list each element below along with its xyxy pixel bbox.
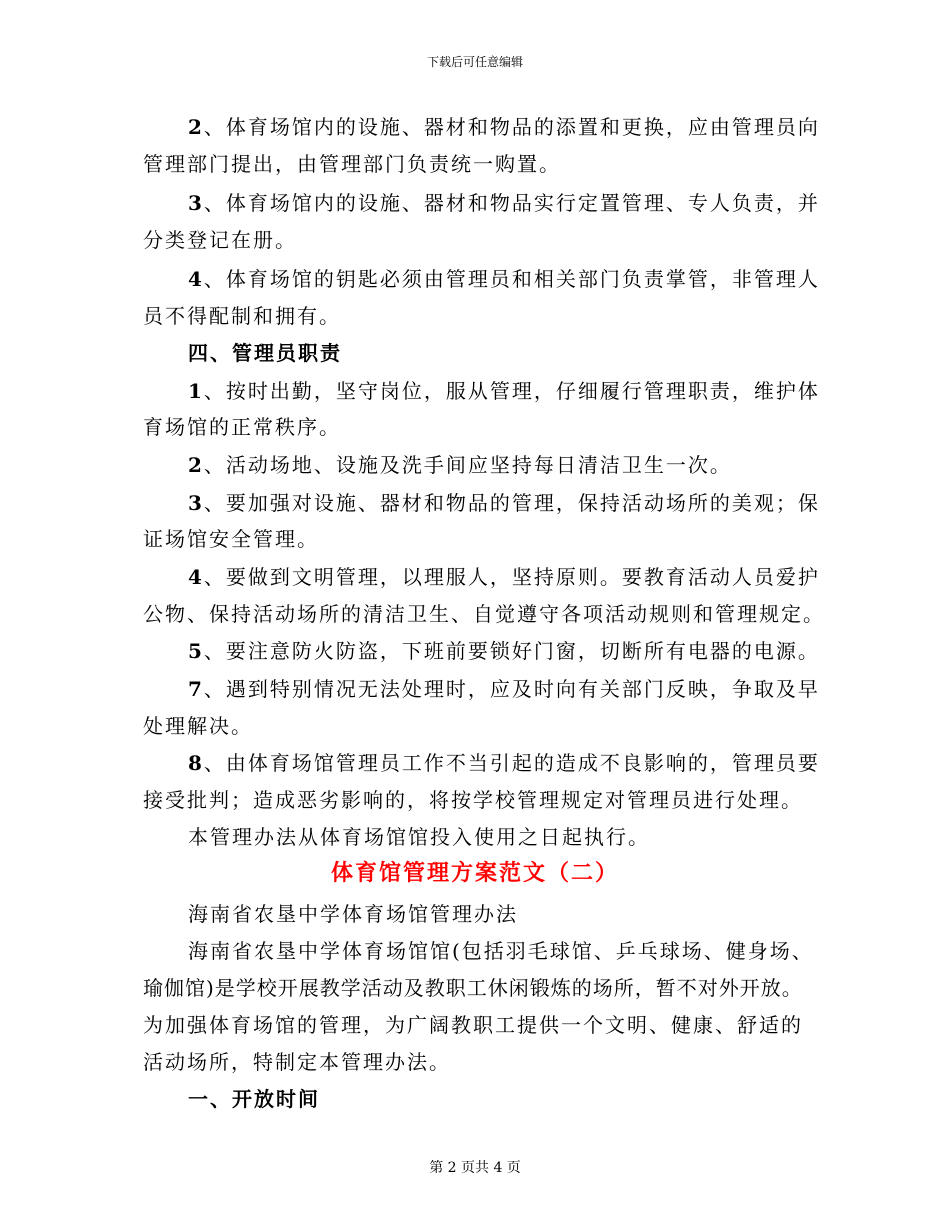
paragraph-line: 2、体育场馆内的设施、器材和物品的添置和更换，应由管理员向 (188, 115, 820, 139)
page-number: 第 2 页共 4 页 (429, 1160, 521, 1176)
section-heading: 四、管理员职责 (188, 341, 342, 365)
paragraph-line: 瑜伽馆)是学校开展教学活动及教职工休闲锻炼的场所，暂不对外开放。 (143, 976, 803, 1000)
paragraph-line: 为加强体育场馆的管理，为广阔教职工提供一个文明、健康、舒适的 (143, 1013, 803, 1037)
paragraph-line: 证场馆安全管理。 (143, 527, 319, 551)
paragraph-line: 5、要注意防火防盗，下班前要锁好门窗，切断所有电器的电源。 (188, 639, 820, 663)
paragraph-line: 本管理办法从体育场馆馆投入使用之日起执行。 (188, 825, 650, 849)
paragraph-line: 育场馆的正常秩序。 (143, 415, 341, 439)
paragraph-line: 1、按时出勤，坚守岗位，服从管理，仔细履行管理职责，维护体 (188, 379, 820, 403)
paragraph-line: 公物、保持活动场所的清洁卫生、自觉遵守各项活动规则和管理规定。 (143, 602, 825, 626)
paragraph-line: 活动场所，特制定本管理办法。 (143, 1050, 451, 1074)
paragraph-line: 2、活动场地、设施及洗手间应坚持每日清洁卫生一次。 (188, 453, 732, 477)
section-title: 体育馆管理方案范文（二） (330, 860, 619, 886)
paragraph-line: 3、体育场馆内的设施、器材和物品实行定置管理、专人负责，并 (188, 191, 820, 215)
paragraph-line: 管理部门提出，由管理部门负责统一购置。 (143, 152, 561, 176)
paragraph-line: 处理解决。 (143, 714, 253, 738)
paragraph-line: 员不得配制和拥有。 (143, 304, 341, 328)
paragraph-line: 海南省农垦中学体育场馆馆(包括羽毛球馆、乒乓球场、健身场、 (188, 939, 814, 963)
paragraph-line: 接受批判；造成恶劣影响的，将按学校管理规定对管理员进行处理。 (143, 788, 803, 812)
header-note: 下载后可任意编辑 (426, 55, 523, 69)
paragraph-line: 海南省农垦中学体育场馆管理办法 (188, 902, 518, 926)
paragraph-line: 8、由体育场馆管理员工作不当引起的造成不良影响的，管理员要 (188, 751, 820, 775)
paragraph-line: 7、遇到特别情况无法处理时，应及时向有关部门反映，争取及早 (188, 677, 820, 701)
paragraph-line: 分类登记在册。 (143, 228, 297, 252)
paragraph-line: 4、要做到文明管理，以理服人，坚持原则。要教育活动人员爱护 (188, 565, 820, 589)
section-heading: 一、开放时间 (188, 1087, 320, 1111)
paragraph-line: 4、体育场馆的钥匙必须由管理员和相关部门负责掌管，非管理人 (188, 267, 820, 291)
paragraph-line: 3、要加强对设施、器材和物品的管理，保持活动场所的美观；保 (188, 491, 820, 515)
